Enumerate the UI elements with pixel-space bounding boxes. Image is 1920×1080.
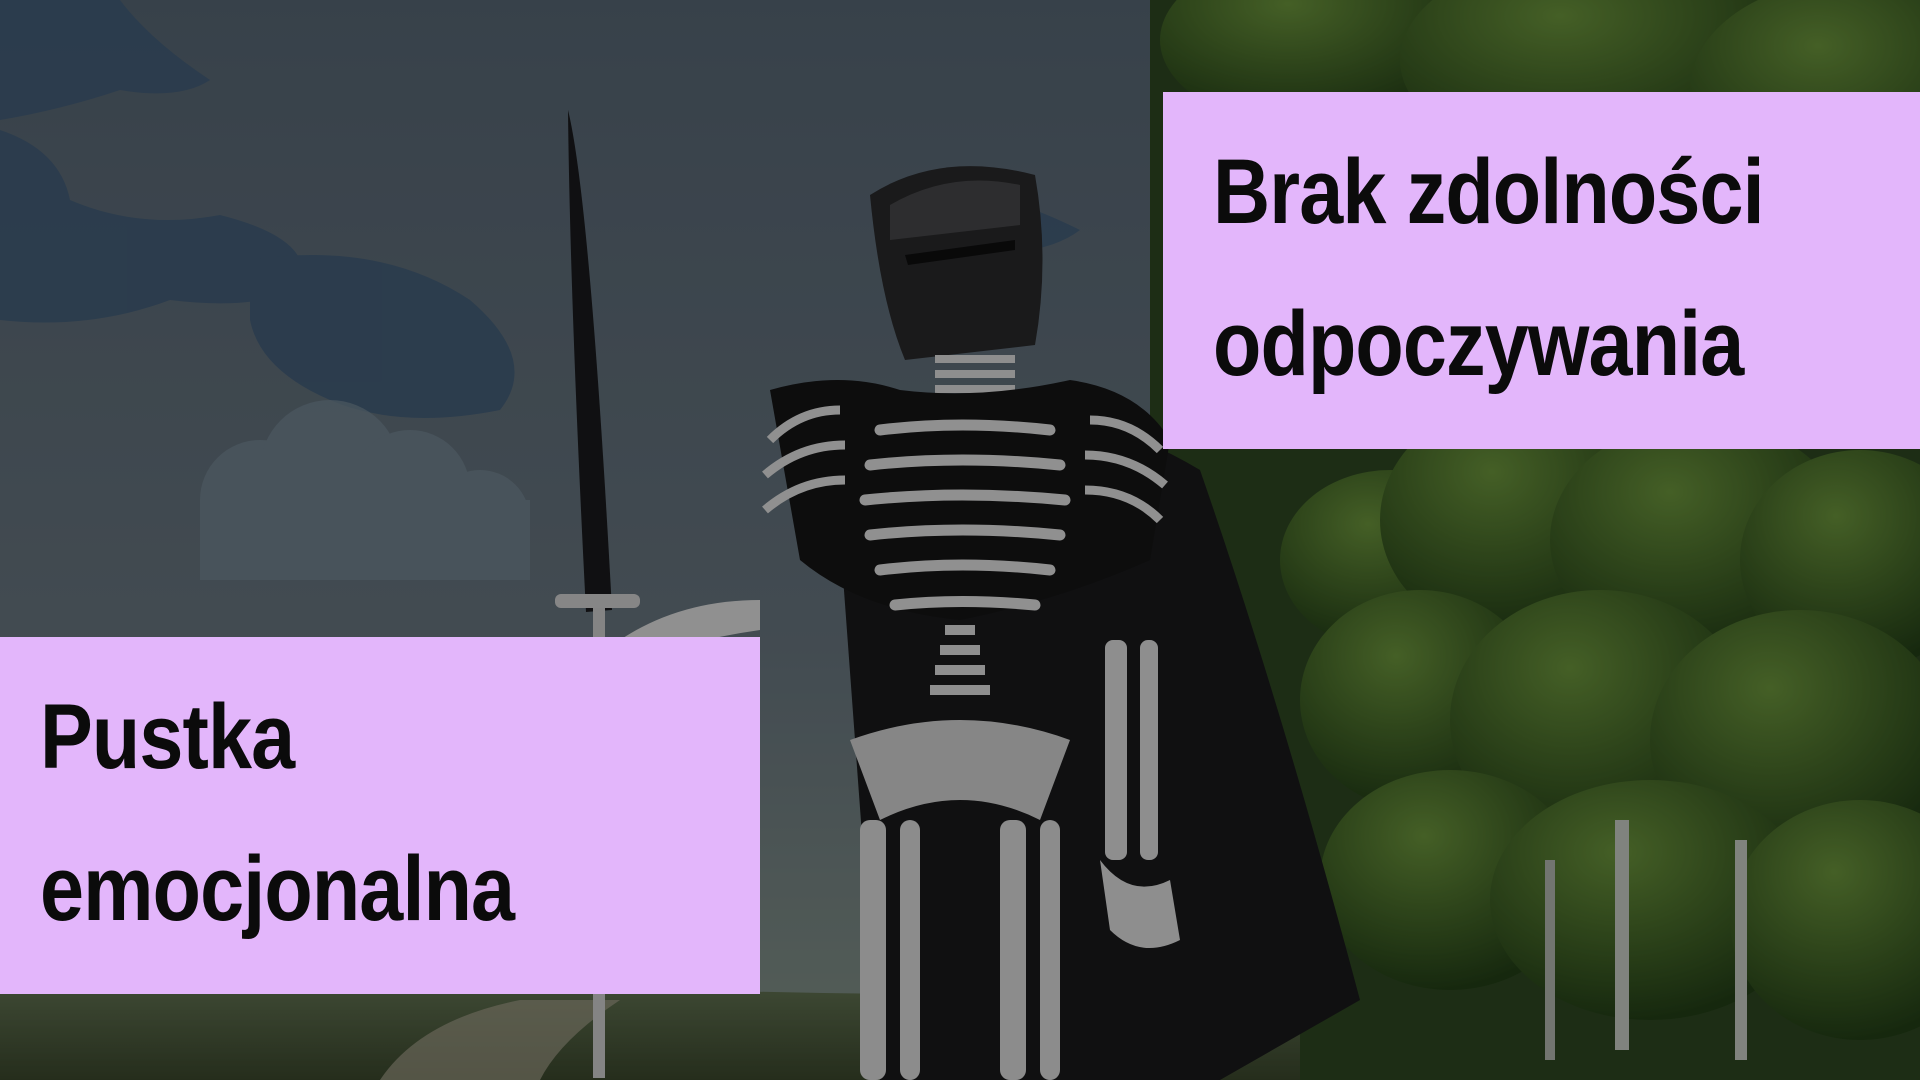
caption-bottom-line1: Pustka xyxy=(40,686,295,788)
caption-top-line2: odpoczywania xyxy=(1213,293,1744,395)
caption-top xyxy=(1163,92,1920,449)
caption-bottom xyxy=(0,637,760,994)
caption-top-line1: Brak zdolności xyxy=(1213,141,1764,243)
caption-bottom-line2: emocjonalna xyxy=(40,838,515,940)
